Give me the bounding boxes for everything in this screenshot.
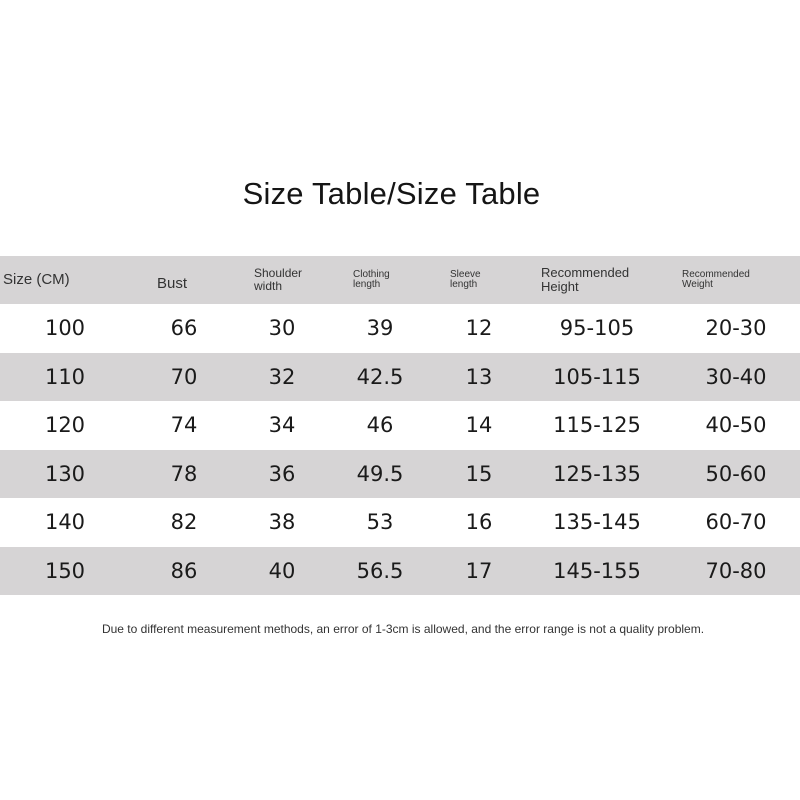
header-sleeve-length [450,256,481,304]
cell-recommended-height: 145-155 [553,558,641,583]
header-recommended-height-line2: Height [541,279,579,294]
cell-size: 110 [44,364,86,389]
cell-sleeve-length: 12 [465,316,493,340]
header-shoulder-width-line2: width [254,279,283,293]
size-table [0,256,800,595]
cell-shoulder-width: 38 [268,510,296,534]
cell-size: 100 [44,316,86,340]
table-row [0,401,800,450]
header-recommended-weight-line2: Weight [682,279,713,290]
cell-shoulder-width: 40 [268,558,296,583]
cell-shoulder-width: 32 [268,364,296,389]
cell-sleeve-length: 17 [465,558,493,583]
cell-size: 130 [44,461,86,486]
cell-size: 150 [44,558,86,583]
table-row [0,498,800,547]
header-clothing-length [353,256,390,304]
cell-sleeve-length: 16 [465,510,493,534]
cell-recommended-height: 125-135 [553,461,641,486]
header-clothing-length-line1: Clothing [353,268,390,280]
cell-bust: 74 [170,413,198,437]
table-row [0,353,800,402]
cell-size: 140 [44,510,86,534]
cell-shoulder-width: 36 [268,461,296,486]
header-recommended-weight-line1: Recommended [682,268,750,280]
cell-recommended-weight: 70-80 [705,558,767,583]
cell-bust: 66 [170,316,198,340]
cell-clothing-length: 39 [366,316,394,340]
cell-recommended-weight: 30-40 [705,364,767,389]
table-row [0,450,800,499]
cell-clothing-length: 46 [366,413,394,437]
measurement-note: Due to different measurement methods, an error of 1-3cm is allowed, and the error range is not a quality problem. [101,622,705,636]
cell-bust: 78 [170,461,198,486]
cell-size: 120 [44,413,86,437]
header-recommended-weight [682,256,750,304]
cell-sleeve-length: 14 [465,413,493,437]
cell-clothing-length: 49.5 [356,461,404,486]
table-row [0,547,800,596]
cell-recommended-weight: 50-60 [705,461,767,486]
header-sleeve-length-line2: length [450,279,478,290]
cell-bust: 86 [170,558,198,583]
cell-recommended-weight: 40-50 [705,413,767,437]
cell-recommended-height: 115-125 [553,413,641,437]
header-recommended-height-line1: Recommended [541,265,630,281]
header-bust [157,256,187,308]
table-row [0,304,800,353]
header-bust-label: Bust [157,275,188,293]
cell-sleeve-length: 15 [465,461,493,486]
header-sleeve-length-line1: Sleeve [450,268,481,280]
page-title: Size Table/Size Table [242,176,541,211]
header-clothing-length-line2: length [353,279,381,290]
cell-recommended-height: 95-105 [559,316,635,340]
cell-recommended-height: 135-145 [553,510,641,534]
cell-clothing-length: 53 [366,510,394,534]
cell-shoulder-width: 34 [268,413,296,437]
table-body [0,304,800,595]
cell-shoulder-width: 30 [268,316,296,340]
header-size [3,256,70,304]
header-shoulder-width [254,256,302,304]
cell-bust: 82 [170,510,198,534]
cell-clothing-length: 42.5 [356,364,404,389]
cell-bust: 70 [170,364,198,389]
table-header [0,256,800,304]
cell-sleeve-length: 13 [465,364,493,389]
cell-recommended-height: 105-115 [553,364,641,389]
header-recommended-height [541,256,629,304]
cell-recommended-weight: 60-70 [705,510,767,534]
cell-clothing-length: 56.5 [356,558,404,583]
header-size-label: Size (CM) [3,271,70,289]
cell-recommended-weight: 20-30 [705,316,767,340]
header-shoulder-width-line1: Shoulder [254,266,303,281]
